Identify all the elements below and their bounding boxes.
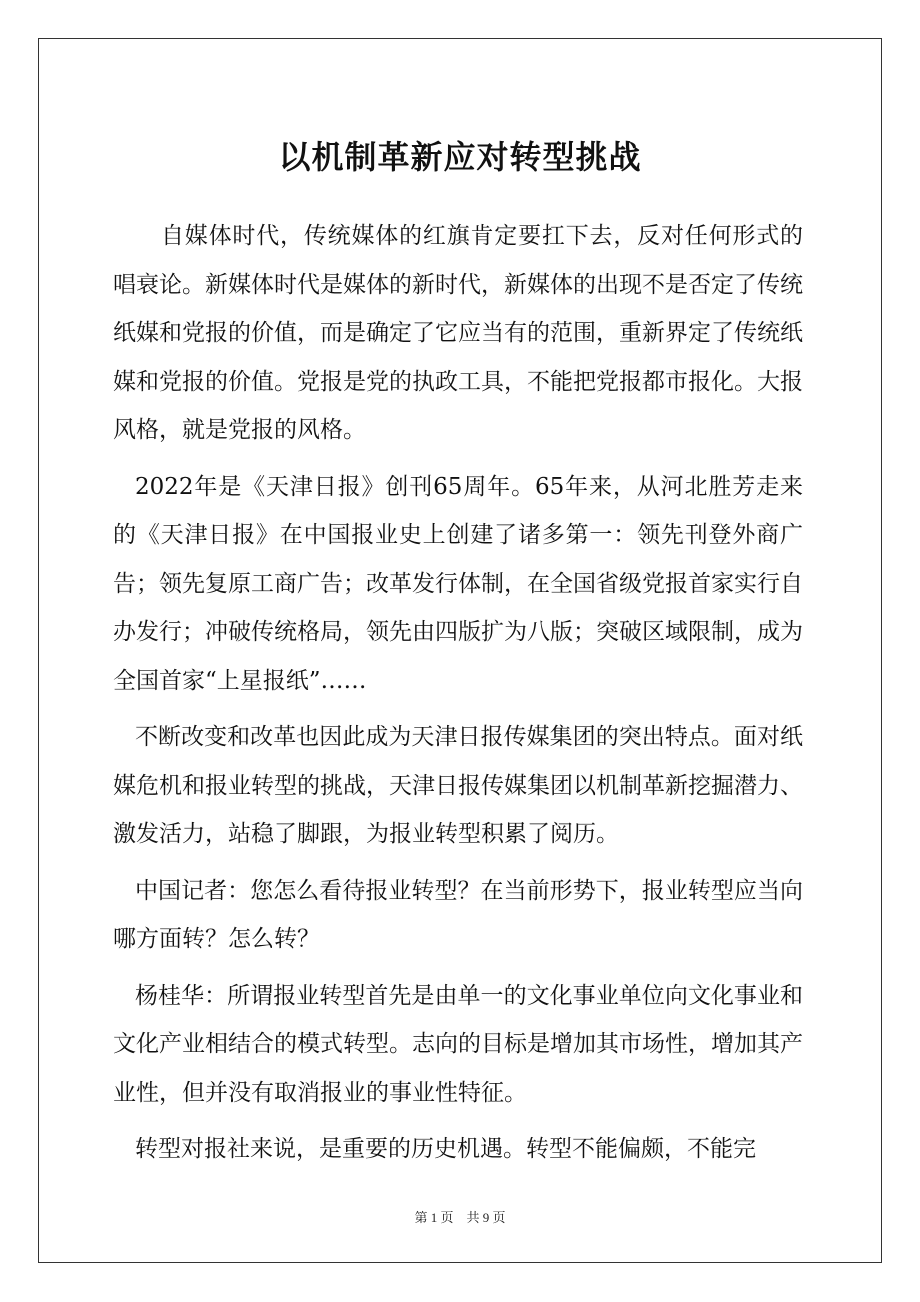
paragraph: 中国记者：您怎么看待报业转型？在当前形势下，报业转型应当向哪方面转？怎么转？: [113, 877, 803, 952]
paragraph: 不断改变和改革也因此成为天津日报传媒集团的突出特点。面对纸媒危机和报业转型的挑战，天津日报传媒集团以机制革新挖掘潜力、激发活力，站稳了脚跟，为报业转型积累了阅历。: [113, 724, 803, 847]
document-title: 以机制革新应对转型挑战: [278, 138, 642, 177]
paragraph: 转型对报社来说，是重要的历史机遇。转型不能偏颇，不能完: [135, 1136, 756, 1162]
page-number-footer: 第 1 页 共 9 页: [414, 1210, 506, 1225]
document-body: [113, 212, 803, 1182]
paragraph: 杨桂华：所谓报业转型首先是由单一的文化事业单位向文化事业和文化产业相结合的模式转型。志向的目标是增加其市场性，增加其产业性，但并没有取消报业的事业性特征。: [113, 982, 803, 1106]
paragraph: 2022年是《天津日报》创刊65周年。65年来，从河北胜芳走来的《天津日报》在中国报业史上创建了诸多第一：领先刊登外商广告；领先复原工商广告；改革发行体制，在全国省级党报首家实行自办发行；冲破传统格局，领先由四版扩为八版；突破区域限制，成为全国首家“上星报纸”……: [113, 473, 803, 694]
paragraph: 自媒体时代，传统媒体的红旗肯定要扛下去，反对任何形式的唱衰论。新媒体时代是媒体的新时代，新媒体的出现不是否定了传统纸媒和党报的价值，而是确定了它应当有的范围，重新界定了传统纸媒和党报的价值。党报是党的执政工具，不能把党报都市报化。大报风格，就是党报的风格。: [113, 223, 803, 443]
